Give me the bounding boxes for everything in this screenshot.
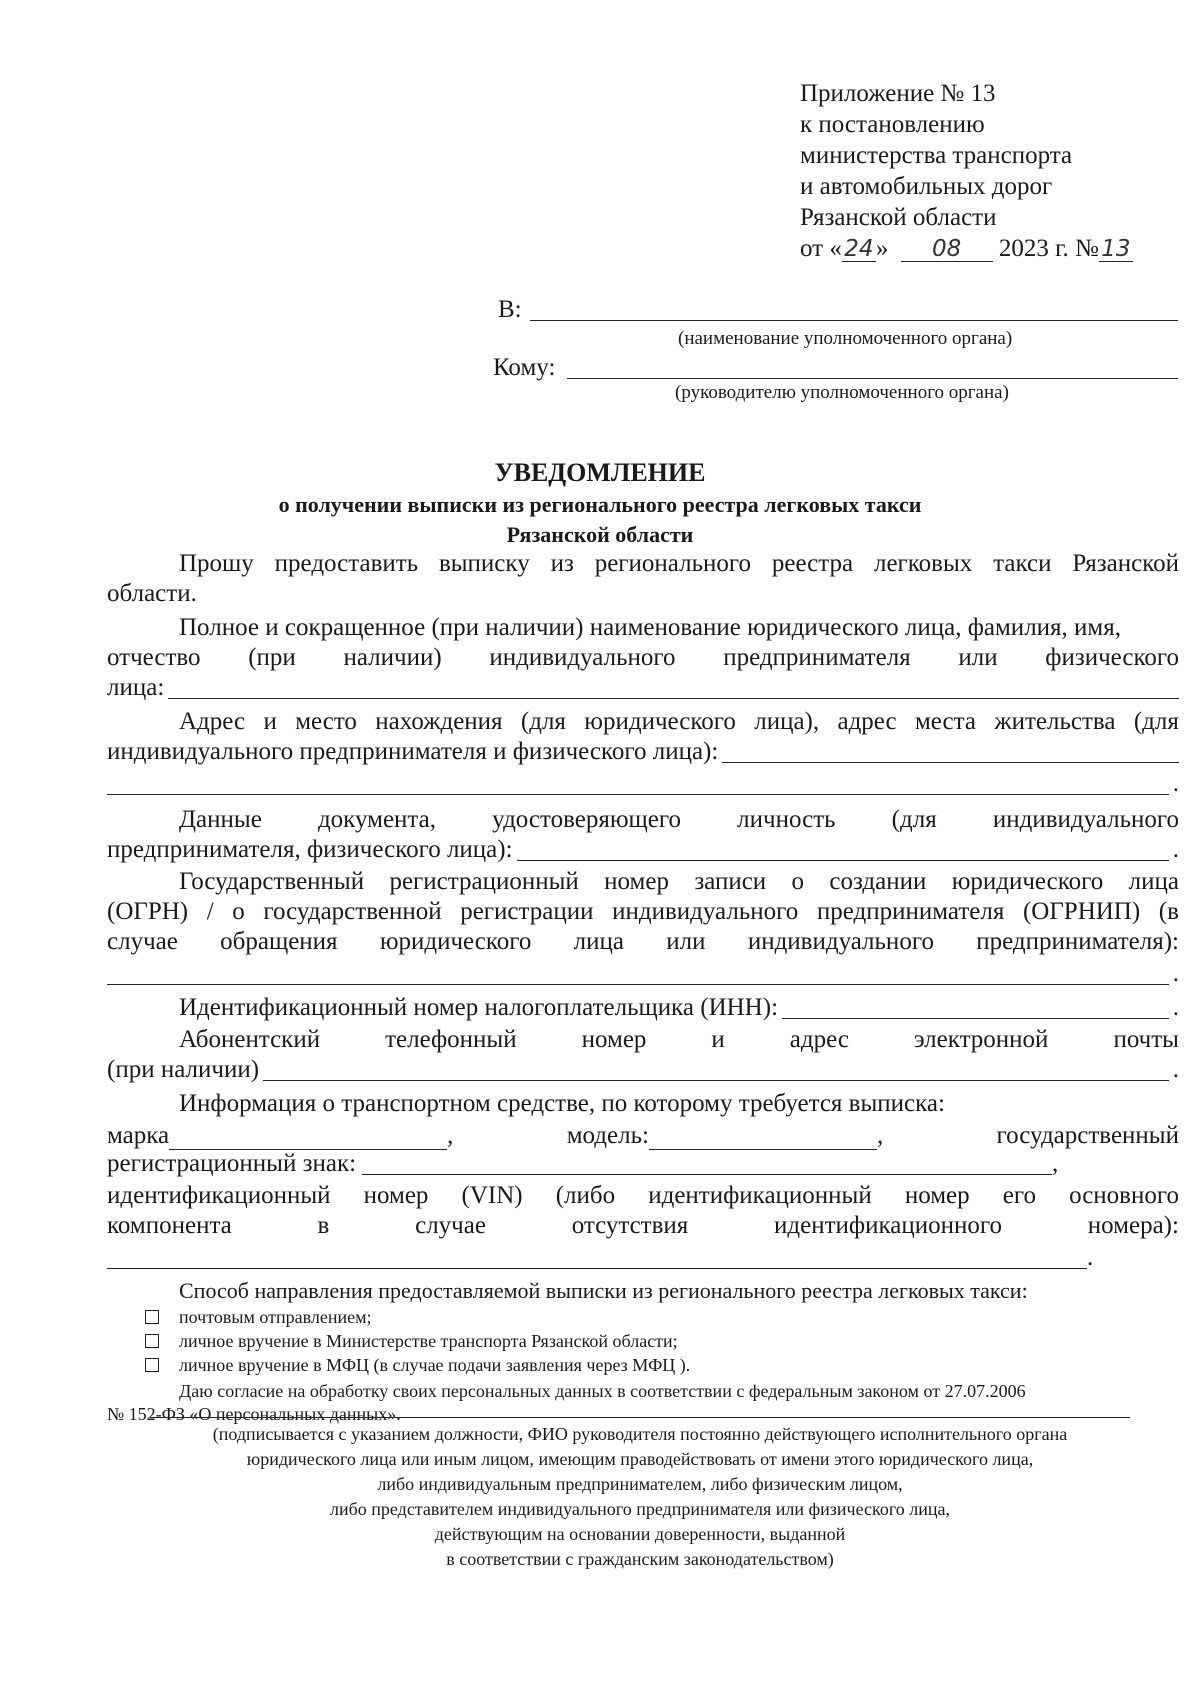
signature-note-line: в соответствии с гражданским законодательством) [446, 1549, 834, 1569]
whom-line[interactable] [567, 354, 1178, 379]
word: выписку [438, 550, 530, 577]
to-line[interactable] [530, 296, 1178, 321]
word: Прошу [179, 550, 254, 577]
p2-line3: лица: [107, 674, 1179, 704]
word: жительства [994, 708, 1116, 735]
word: записи [694, 868, 767, 895]
checkbox[interactable] [145, 1358, 159, 1372]
delivery-option-mail[interactable]: почтовым отправлением; [145, 1307, 371, 1328]
vin-input-line[interactable] [107, 1244, 1087, 1269]
word: и [263, 708, 277, 735]
word: предоставить [274, 550, 419, 577]
signature-note-line: (подписывается с указанием должности, ФИО руководителя постоянно действующего исполнительного органа [212, 1424, 1068, 1444]
signature-line[interactable] [150, 1417, 1130, 1418]
appendix-line: Рязанской области [800, 204, 997, 231]
p2-line2 [107, 644, 1179, 674]
document-subtitle: о получении выписки из регионального реестра легковых такси [278, 492, 922, 517]
word: предпринимателя [723, 644, 911, 671]
word: телефонный [385, 1026, 517, 1053]
word: номер [581, 1026, 647, 1053]
delivery-heading: Способ направления предоставляемой выписки из регионального реестра легковых такси: [179, 1278, 1028, 1303]
p3-line2: индивидуального предпринимателя и физического лица): [107, 738, 1179, 768]
word: обращения [220, 928, 338, 955]
appendix-date: от « 24» 08 2023 г. № 13 [800, 233, 1133, 264]
word: индивидуального [992, 806, 1179, 833]
vehicle-line: марка , модель: , государственный [107, 1122, 1179, 1149]
vin-line2 [107, 1212, 1179, 1242]
word: Государственный [179, 868, 365, 895]
word: (либо [555, 1182, 616, 1209]
word: номер [904, 1182, 970, 1209]
checkbox[interactable] [145, 1310, 159, 1324]
word: предпринимателя): [976, 928, 1179, 955]
model-group: модель: , [566, 1122, 884, 1149]
word: случае [415, 1212, 486, 1239]
word: Данные [179, 806, 262, 833]
word: юридического [584, 708, 736, 735]
word: отчество [107, 644, 201, 671]
appendix-number: 13 [1099, 237, 1133, 262]
word: отсутствия [571, 1212, 689, 1239]
word: реестра [771, 550, 854, 577]
word: юридического [951, 868, 1104, 895]
appendix-line: Приложение № 13 [800, 80, 996, 107]
word: почты [1113, 1026, 1179, 1053]
consent-line1: Даю согласие на обработку своих персональных данных в соответствии с федеральным законом от 27.07.2006 [179, 1381, 1026, 1401]
word: адрес [789, 1026, 849, 1053]
p5-line3 [107, 928, 1179, 958]
word: идентификационный [107, 1182, 331, 1209]
word: предпринимателя [816, 898, 1005, 925]
word: (в [1158, 898, 1179, 925]
appendix-line: и автомобильных дорог [800, 173, 1053, 200]
to-label: В: [498, 296, 522, 323]
word: основного [1069, 1182, 1179, 1209]
signature-note-line: юридического лица или иным лицом, имеющим праводействовать от имени этого юридического лица, [246, 1449, 1034, 1469]
brand-input-line[interactable] [169, 1125, 447, 1150]
word: государственной [263, 898, 442, 925]
word: компонента [107, 1212, 232, 1239]
word: идентификационного [774, 1212, 1003, 1239]
word: юридического [379, 928, 532, 955]
delivery-option-mfc[interactable]: личное вручение в МФЦ (в случае подачи заявления через МФЦ ). [145, 1355, 690, 1376]
p8-line1: Информация о транспортном средстве, по которому требуется выписка: [179, 1090, 945, 1117]
word: и [711, 1026, 725, 1053]
word: / [206, 898, 214, 925]
word: (для [891, 806, 937, 833]
whom-hint: (руководителю уполномоченного органа) [675, 382, 1009, 403]
word: (для [1133, 708, 1179, 735]
checkbox[interactable] [145, 1334, 159, 1348]
to-hint: (наименование уполномоченного органа) [678, 328, 1013, 349]
word: индивидуального [489, 644, 676, 671]
appendix-line: к постановлению [800, 111, 985, 138]
p3-line3: . [107, 770, 1179, 800]
appendix-day: 24 [842, 237, 876, 262]
reg-sign-input-line[interactable] [362, 1150, 1052, 1175]
word: регистрационный [389, 868, 579, 895]
word: его [1002, 1182, 1036, 1209]
word: номер [363, 1182, 429, 1209]
word: легковых [873, 550, 973, 577]
word: номер [604, 868, 669, 895]
name-input-line[interactable] [168, 674, 1179, 699]
p4-line1 [107, 806, 1179, 836]
appendix-month: 08 [901, 237, 993, 262]
appendix-block [800, 78, 1133, 264]
word: или [666, 928, 706, 955]
word: идентификационный [648, 1182, 872, 1209]
p1-line1 [107, 550, 1179, 580]
word: электронной [913, 1026, 1049, 1053]
word: Абонентский [179, 1026, 321, 1053]
p2-line1: Полное и сокращенное (при наличии) наименование юридического лица, фамилия, имя, [179, 614, 1121, 641]
word: Рязанской [1072, 550, 1179, 577]
p5-line2 [107, 898, 1179, 928]
reg-sign-line: регистрационный знак: , [107, 1150, 1059, 1177]
model-input-line[interactable] [649, 1125, 877, 1150]
p3-line1 [107, 708, 1179, 738]
delivery-option-ministry[interactable]: личное вручение в Министерстве транспорта Рязанской области; [145, 1331, 678, 1352]
word: регистрации [460, 898, 594, 925]
word: Адрес [179, 708, 246, 735]
word: наличии) [343, 644, 442, 671]
word: лица [573, 928, 625, 955]
p1-line2: области. [107, 580, 197, 607]
document-subtitle-region: Рязанской области [506, 522, 694, 547]
p7-line2: (при наличии) . [107, 1056, 1179, 1083]
word: адрес [837, 708, 897, 735]
vin-line1 [107, 1182, 1179, 1212]
word: индивидуального [612, 898, 799, 925]
appendix-line: министерства транспорта [800, 142, 1073, 169]
signature-note-line: действующим на основании доверенности, выданной [434, 1524, 846, 1544]
word: (ОГРН) [107, 898, 189, 925]
word: или [958, 644, 998, 671]
word: (VIN) [461, 1182, 523, 1209]
word: о [232, 898, 245, 925]
word: такси [993, 550, 1052, 577]
phone-email-input-line[interactable] [263, 1056, 1169, 1081]
word: лица [1128, 868, 1179, 895]
address-input-line[interactable] [722, 738, 1179, 763]
word: номера): [1087, 1212, 1179, 1239]
consent-line2: № 152-ФЗ «О персональных данных». [107, 1404, 401, 1424]
word: документа, [317, 806, 437, 833]
signature-note-line: либо представителем индивидуального предпринимателя или физического лица, [330, 1499, 950, 1519]
p6-line: Идентификационный номер налогоплательщика (ИНН): . [179, 994, 1179, 1021]
word: (для [520, 708, 566, 735]
address-input-line-2[interactable] [107, 770, 1169, 795]
word: личность [737, 806, 836, 833]
word: лица), [754, 708, 820, 735]
signature-note-line: либо индивидуальным предпринимателем, либо физическим лицом, [377, 1474, 903, 1494]
word: физического [1045, 644, 1179, 671]
word: случае [107, 928, 178, 955]
brand-group: марка , [107, 1122, 454, 1149]
p5-line1 [107, 868, 1179, 898]
p5-line4: . [107, 960, 1179, 990]
inn-input-line[interactable] [782, 994, 1169, 1019]
word: регионального [594, 550, 751, 577]
word: места [914, 708, 976, 735]
word: удостоверяющего [492, 806, 682, 833]
word: нахождения [375, 708, 503, 735]
word: (при [248, 644, 296, 671]
ogrn-input-line[interactable] [107, 960, 1169, 985]
p7-line1 [107, 1026, 1179, 1056]
word: о [791, 868, 805, 895]
document-title: УВЕДОМЛЕНИЕ [494, 458, 706, 487]
word: (ОГРНИП) [1022, 898, 1141, 925]
id-document-input-line[interactable] [517, 836, 1169, 861]
word: в [317, 1212, 330, 1239]
vin-line3: . [107, 1244, 1179, 1274]
word: место [295, 708, 357, 735]
p4-line2: предпринимателя, физического лица): . [107, 836, 1179, 863]
whom-label: Кому: [493, 354, 556, 381]
word: из [550, 550, 574, 577]
word: создании [829, 868, 927, 895]
word: индивидуального [747, 928, 934, 955]
